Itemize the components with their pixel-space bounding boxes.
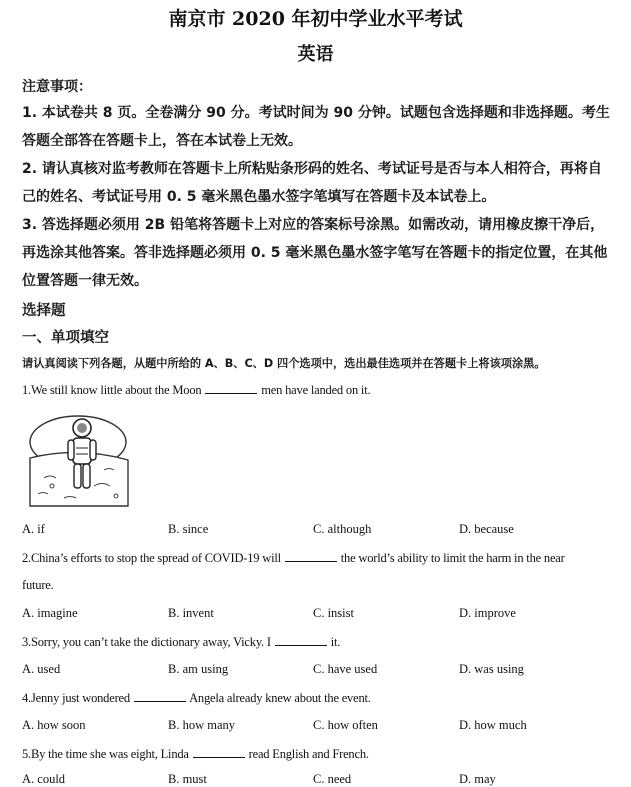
question-1-text-before: 1.We still know little about the Moon <box>22 383 205 397</box>
q4-option-c: C. how often <box>313 718 378 732</box>
question-5-text-after: read English and French. <box>245 747 369 761</box>
answer-blank <box>193 746 245 758</box>
question-5-text-before: 5.By the time she was eight, Linda <box>22 747 192 761</box>
section-instruction: 请认真阅读下列各题，从题中所给的 A、B、C、D 四个选项中，选出最佳选项并在答题卡上将该项涂黑。 <box>22 357 546 370</box>
question-3 <box>22 634 612 650</box>
question-5 <box>22 746 612 762</box>
q3-option-c: C. have used <box>313 662 378 676</box>
note-item-2: 2. 请认真核对监考教师在答题卡上所粘贴条形码的姓名、考试证号是否与本人相符合，再将自己的姓名、考试证号用 0. 5 毫米黑色墨水签字笔填写在答题卡及本试卷上。 <box>22 161 602 205</box>
question-2-continuation: future. <box>22 578 54 592</box>
q4-option-b: B. how many <box>168 718 236 732</box>
section-part: 一、单项填空 <box>22 330 109 346</box>
question-3-text-after: it. <box>327 635 341 649</box>
section-title: 选择题 <box>22 303 66 319</box>
q1-option-a: A. if <box>22 522 45 536</box>
question-2-text-after: the world’s ability to limit the harm in the near <box>337 551 565 565</box>
question-4 <box>22 690 612 706</box>
q2-option-d: D. improve <box>459 606 516 620</box>
question-4-text-before: 4.Jenny just wondered <box>22 691 133 705</box>
q3-option-b: B. am using <box>168 662 229 676</box>
q2-option-b: B. invent <box>168 606 214 620</box>
answer-blank <box>285 550 337 562</box>
q1-option-d: D. because <box>459 522 514 536</box>
q4-option-d: D. how much <box>459 718 527 732</box>
q5-option-a: A. could <box>22 772 66 786</box>
q2-option-c: C. insist <box>313 606 354 620</box>
question-1-text-after: men have landed on it. <box>258 383 371 397</box>
q3-option-a: A. used <box>22 662 61 676</box>
answer-blank <box>205 382 257 394</box>
exam-title: 南京市 2020 年初中学业水平考试 <box>168 8 463 30</box>
note-item-1: 1. 本试卷共 8 页。全卷满分 90 分。考试时间为 90 分钟。试题包含选择题和非选择题。考生答题全部答在答题卡上，答在本试卷上无效。 <box>22 105 610 149</box>
question-2 <box>22 550 612 566</box>
question-4-text-after: Angela already knew about the event. <box>186 691 371 705</box>
q2-option-a: A. imagine <box>22 606 78 620</box>
question-1 <box>22 382 612 398</box>
answer-blank <box>275 634 327 646</box>
exam-subject: 英语 <box>297 44 334 65</box>
q1-option-c: C. although <box>313 522 372 536</box>
q5-option-b: B. must <box>168 772 207 786</box>
question-2-text-before: 2.China’s efforts to stop the spread of COVID-19 will <box>22 551 284 565</box>
q3-option-d: D. was using <box>459 662 524 676</box>
q5-option-c: C. need <box>313 772 352 786</box>
note-item-3: 3. 答选择题必须用 2B 铅笔将答题卡上对应的答案标号涂黑。如需改动，请用橡皮擦干净后，再选涂其他答案。答非选择题必须用 0. 5 毫米黑色墨水签字笔写在答题卡的指定位置，在其他位置答题一律无效。 <box>22 217 608 289</box>
q4-option-a: A. how soon <box>22 718 86 732</box>
q5-option-d: D. may <box>459 772 496 786</box>
answer-blank <box>134 690 186 702</box>
question-3-text-before: 3.Sorry, you can’t take the dictionary away, Vicky. I <box>22 635 274 649</box>
astronaut-on-moon-icon <box>24 408 132 508</box>
q1-option-b: B. since <box>168 522 209 536</box>
notes-heading: 注意事项： <box>22 79 92 95</box>
